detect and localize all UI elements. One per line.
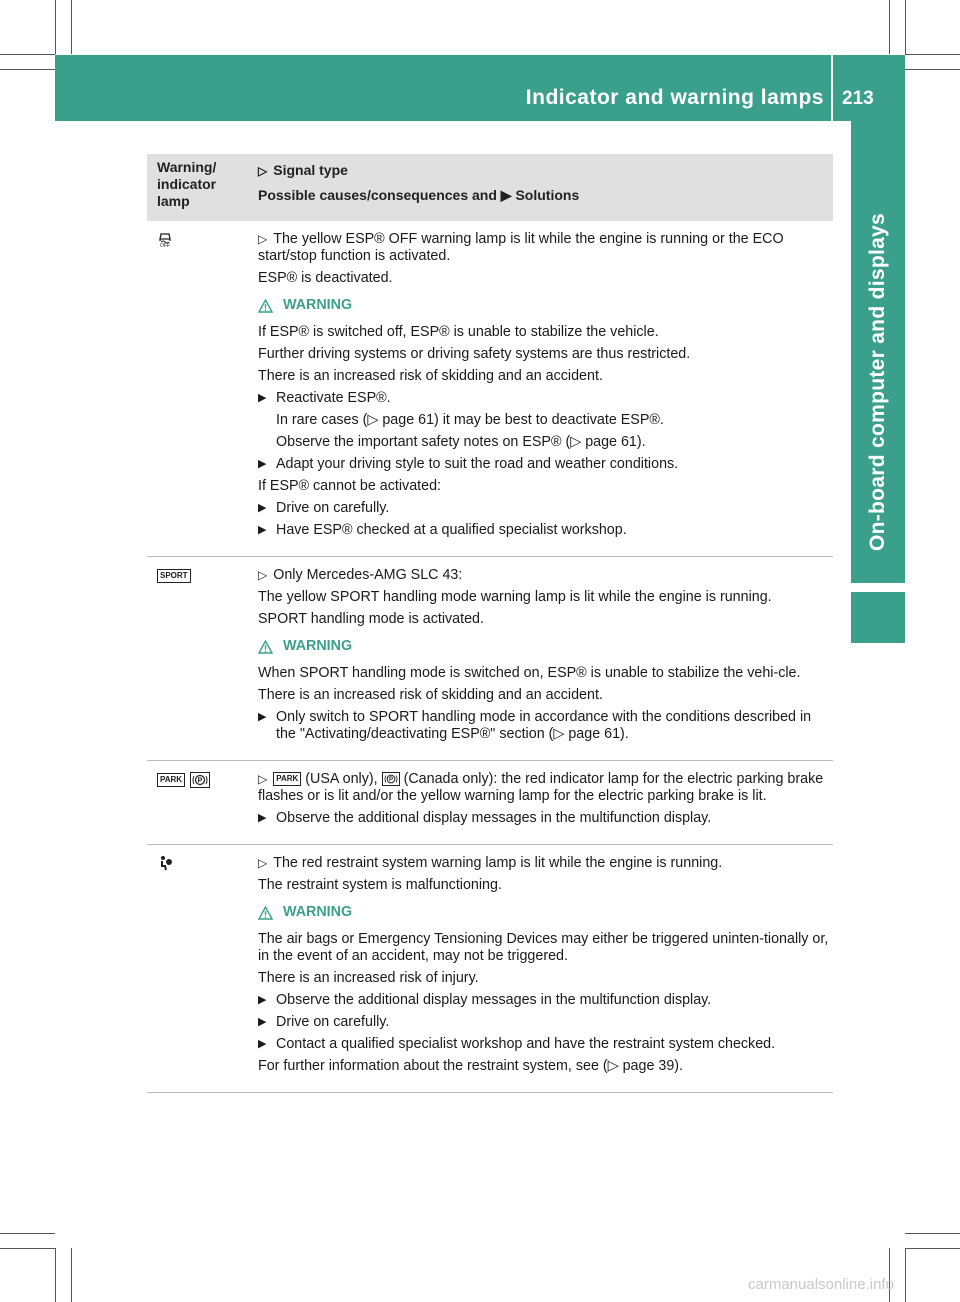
action-step: Drive on carefully. xyxy=(276,500,390,516)
crop-mark xyxy=(71,0,72,54)
chapter-title: On-board computer and displays xyxy=(866,212,889,552)
column-header-signal xyxy=(258,162,579,204)
chapter-tab xyxy=(851,592,905,643)
action-arrow-icon: ▶ xyxy=(258,812,267,824)
signal-icon: ▷ xyxy=(258,164,268,178)
action-arrow-icon: ▶ xyxy=(258,502,267,514)
table-row xyxy=(147,221,833,557)
warning-text: When SPORT handling mode is switched on, ESP® is unable to stabilize the vehi-cle. xyxy=(258,665,801,681)
action-step: Reactivate ESP®. xyxy=(276,390,391,406)
action-step: Only switch to SPORT handling mode in accordance with the conditions described in the "Activating/deactivating ESP®" section (▷ page 61). xyxy=(276,709,812,742)
crop-mark xyxy=(71,1248,72,1302)
action-arrow-icon: ▶ xyxy=(258,994,267,1006)
action-arrow-icon: ▶ xyxy=(258,1016,267,1028)
crop-mark xyxy=(889,1248,890,1302)
description-text: Only Mercedes-AMG SLC 43: xyxy=(273,567,463,583)
lamp-table xyxy=(147,154,833,1093)
warning-icon xyxy=(258,640,273,654)
page-number: 213 xyxy=(842,88,874,109)
parking-brake-icon xyxy=(382,772,400,786)
header-line: Possible causes/consequences and xyxy=(258,187,497,203)
header-line: Warning/ xyxy=(157,159,217,175)
svg-text:OFF: OFF xyxy=(160,243,170,247)
warning-icon xyxy=(258,906,273,920)
crop-mark xyxy=(55,0,56,54)
warning-label: WARNING xyxy=(283,638,353,654)
action-step: Observe the additional display messages in the multifunction display. xyxy=(276,810,712,826)
page-title: Indicator and warning lamps xyxy=(525,86,824,109)
description-text: The yellow ESP® OFF warning lamp is lit while the engine is running or the ECO start/stop function is activated. xyxy=(258,231,784,264)
restraint-system-icon xyxy=(157,855,173,876)
description-text: (USA only), xyxy=(305,771,378,787)
crop-mark xyxy=(55,1248,56,1302)
action-arrow-icon: ▶ xyxy=(258,392,267,404)
crop-mark xyxy=(905,1248,960,1249)
crop-mark xyxy=(0,1233,55,1234)
sport-icon: SPORT xyxy=(157,569,191,583)
header-line: lamp xyxy=(157,193,190,209)
warning-label: WARNING xyxy=(283,904,353,920)
action-arrow-icon: ▶ xyxy=(258,524,267,536)
table-row xyxy=(147,845,833,1093)
warning-label: WARNING xyxy=(283,297,353,313)
svg-text:P: P xyxy=(388,777,393,784)
parking-brake-icon xyxy=(190,772,210,788)
description-text: The red restraint system warning lamp is lit while the engine is running. xyxy=(273,855,723,871)
action-note: Observe the important safety notes on ESP® (▷ page 61). xyxy=(276,434,646,450)
crop-mark xyxy=(905,1233,960,1234)
table-row xyxy=(147,557,833,761)
crop-mark xyxy=(0,69,55,70)
crop-mark xyxy=(905,54,960,55)
header-line: indicator xyxy=(157,176,217,192)
column-header-lamp xyxy=(157,159,216,210)
chapter-gap xyxy=(851,583,905,592)
signal-icon: ▷ xyxy=(258,232,268,246)
warning-text: If ESP® is switched off, ESP® is unable to stabilize the vehicle. xyxy=(258,324,659,340)
action-step: Observe the additional display messages in the multifunction display. xyxy=(276,992,712,1008)
description-text: (Canada only): the red indicator lamp for the electric parking brake flashes or is lit and/or the yellow warning lamp for the electric parking brake is lit. xyxy=(258,771,824,804)
warning-text: Further driving systems or driving safety systems are thus restricted. xyxy=(258,346,691,362)
signal-icon: ▷ xyxy=(258,772,268,786)
table-row xyxy=(147,761,833,845)
description-text: For further information about the restraint system, see (▷ page 39). xyxy=(258,1058,684,1074)
crop-mark xyxy=(0,54,55,55)
action-step: Have ESP® checked at a qualified specialist workshop. xyxy=(276,522,627,538)
action-arrow-icon: ▶ xyxy=(258,1038,267,1050)
description-text: SPORT handling mode is activated. xyxy=(258,611,484,627)
description-text: The yellow SPORT handling mode warning lamp is lit while the engine is running. xyxy=(258,589,772,605)
crop-mark xyxy=(0,1248,55,1249)
svg-text:P: P xyxy=(197,777,202,785)
action-arrow-icon: ▶ xyxy=(500,187,512,203)
signal-icon: ▷ xyxy=(258,568,268,582)
esp-off-icon xyxy=(157,231,173,252)
crop-mark xyxy=(905,1248,906,1302)
watermark: carmanualsonline.info xyxy=(748,1276,894,1293)
table-header xyxy=(147,154,833,221)
crop-mark xyxy=(905,69,960,70)
header-divider xyxy=(831,55,833,121)
header-line: Solutions xyxy=(515,187,580,203)
description-text: The restraint system is malfunctioning. xyxy=(258,877,502,893)
crop-mark xyxy=(905,0,906,54)
park-icon: PARK xyxy=(273,772,301,786)
warning-text: The air bags or Emergency Tensioning Devices may either be triggered uninten-tionally or, in the event of an accident, may not be triggered. xyxy=(258,931,829,964)
warning-icon xyxy=(258,299,273,313)
action-step: Adapt your driving style to suit the road and weather conditions. xyxy=(276,456,679,472)
action-step: Contact a qualified specialist workshop and have the restraint system checked. xyxy=(276,1036,776,1052)
action-arrow-icon: ▶ xyxy=(258,458,267,470)
warning-text: There is an increased risk of skidding and an accident. xyxy=(258,687,603,703)
header-line: Signal type xyxy=(273,162,348,178)
description-text: ESP® is deactivated. xyxy=(258,270,393,286)
action-arrow-icon: ▶ xyxy=(258,711,267,723)
description-text: If ESP® cannot be activated: xyxy=(258,478,441,494)
warning-text: There is an increased risk of injury. xyxy=(258,970,479,986)
signal-icon: ▷ xyxy=(258,856,268,870)
park-icon: PARK xyxy=(157,773,185,787)
action-note: In rare cases (▷ page 61) it may be best to deactivate ESP®. xyxy=(276,412,664,428)
crop-mark xyxy=(889,0,890,54)
warning-text: There is an increased risk of skidding and an accident. xyxy=(258,368,603,384)
action-step: Drive on carefully. xyxy=(276,1014,390,1030)
